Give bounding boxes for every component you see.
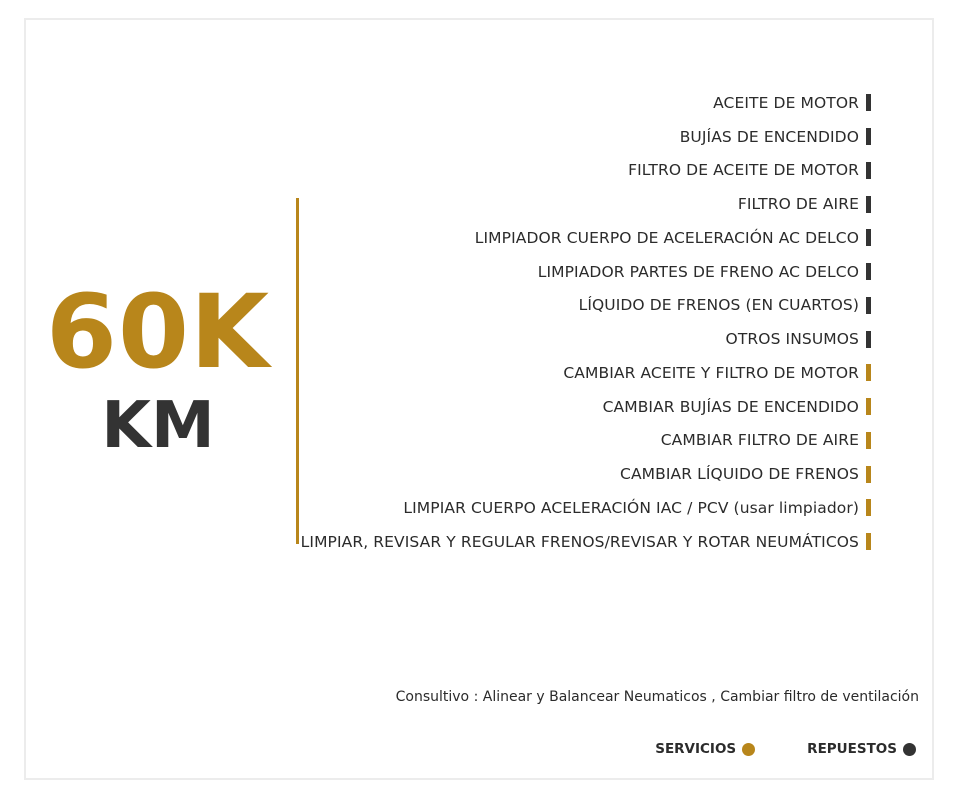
part-marker-icon (866, 263, 871, 280)
list-item-label: CAMBIAR LÍQUIDO DE FRENOS (620, 465, 859, 484)
mileage-value: 60K (46, 273, 270, 392)
list-item-label: CAMBIAR BUJÍAS DE ENCENDIDO (602, 397, 859, 416)
part-marker-icon (866, 297, 871, 314)
list-item (301, 154, 871, 188)
list-item-label: BUJÍAS DE ENCENDIDO (679, 127, 859, 146)
service-marker-icon (866, 432, 871, 449)
list-item-label: LIMPIAR CUERPO ACELERACIÓN IAC / PCV (usar limpiador) (403, 498, 859, 517)
list-item-label: FILTRO DE ACEITE DE MOTOR (628, 161, 859, 180)
list-item-label: LÍQUIDO DE FRENOS (EN CUARTOS) (578, 296, 859, 315)
part-marker-icon (866, 94, 871, 111)
list-item (301, 221, 871, 255)
list-item (301, 390, 871, 424)
list-item (301, 525, 871, 559)
list-item (301, 289, 871, 323)
list-item (301, 255, 871, 289)
part-marker-icon (866, 229, 871, 246)
list-item (301, 86, 871, 120)
list-item-label: ACEITE DE MOTOR (713, 93, 859, 112)
mileage-block (46, 273, 270, 463)
legend-parts (807, 741, 916, 757)
list-item-label: LIMPIADOR CUERPO DE ACELERACIÓN AC DELCO (474, 228, 859, 247)
list-item (301, 120, 871, 154)
service-marker-icon (866, 533, 871, 550)
service-marker-icon (866, 499, 871, 516)
list-item (301, 187, 871, 221)
list-item-label: CAMBIAR ACEITE Y FILTRO DE MOTOR (563, 363, 859, 382)
vertical-divider (296, 198, 299, 544)
list-item-label: LIMPIAR, REVISAR Y REGULAR FRENOS/REVISAR Y ROTAR NEUMÁTICOS (300, 532, 859, 551)
services-dot-icon (742, 743, 755, 756)
advisory-note: Consultivo : Alinear y Balancear Neumaticos , Cambiar filtro de ventilación (395, 689, 919, 705)
parts-dot-icon (903, 743, 916, 756)
list-item-label: OTROS INSUMOS (725, 330, 859, 349)
maintenance-list (301, 86, 871, 559)
list-item (301, 322, 871, 356)
part-marker-icon (866, 331, 871, 348)
service-marker-icon (866, 466, 871, 483)
legend-parts-label: REPUESTOS (807, 741, 897, 757)
legend-services-label: SERVICIOS (655, 741, 737, 757)
part-marker-icon (866, 128, 871, 145)
list-item-label: FILTRO DE AIRE (737, 195, 859, 214)
service-marker-icon (866, 364, 871, 381)
legend (655, 741, 916, 757)
list-item-label: CAMBIAR FILTRO DE AIRE (660, 431, 859, 450)
part-marker-icon (866, 196, 871, 213)
list-item (301, 491, 871, 525)
list-item (301, 424, 871, 458)
legend-services (655, 741, 755, 757)
mileage-unit: KM (101, 389, 215, 463)
service-marker-icon (866, 398, 871, 415)
list-item (301, 356, 871, 390)
part-marker-icon (866, 162, 871, 179)
list-item-label: LIMPIADOR PARTES DE FRENO AC DELCO (537, 262, 859, 281)
list-item (301, 457, 871, 491)
